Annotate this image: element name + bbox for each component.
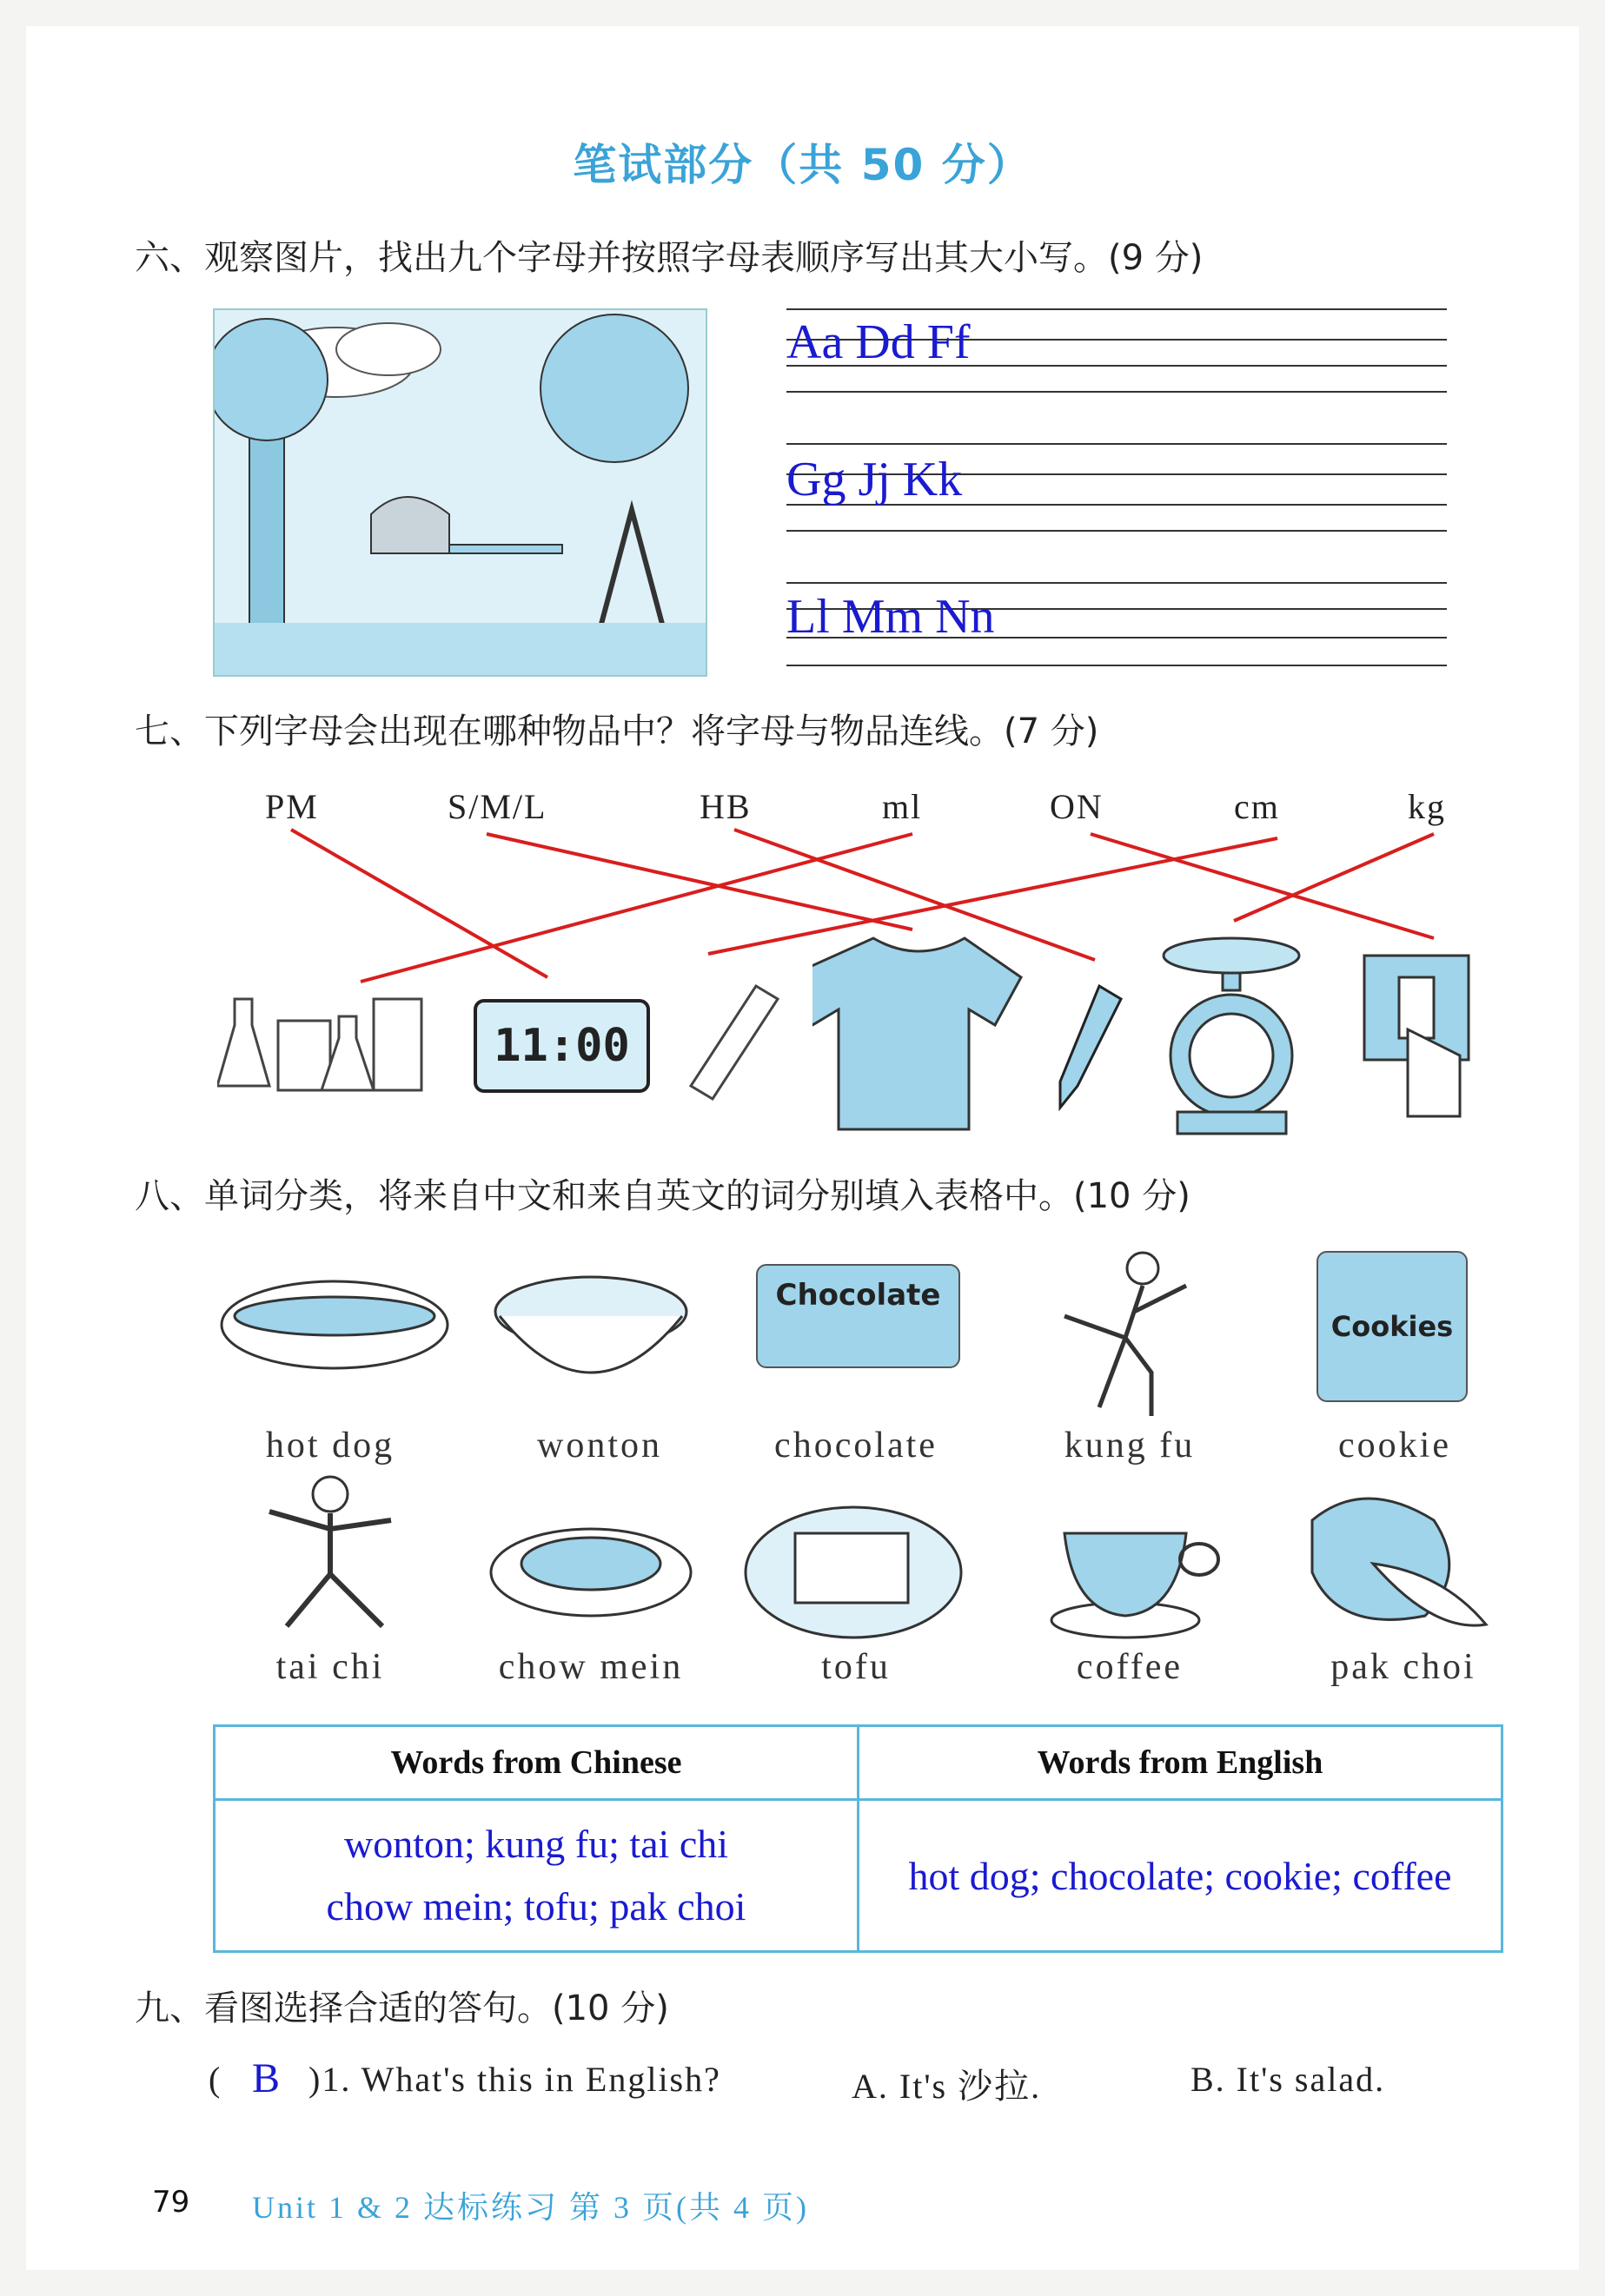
- label-on: ON: [1050, 787, 1104, 826]
- word-hot-dog: hot dog: [265, 1426, 395, 1466]
- chinese-words-line-2: chow mein; tofu; pak choi: [326, 1884, 746, 1929]
- scale-picture: [1160, 934, 1303, 1138]
- label-sml: S/M/L: [448, 787, 547, 826]
- clock-picture: 11:00: [474, 999, 650, 1093]
- beakers-icon: [217, 982, 426, 1095]
- ruler-icon: [686, 982, 782, 1103]
- word-wonton: wonton: [537, 1426, 662, 1466]
- page-number: 79: [152, 2185, 190, 2220]
- question-8-heading: 八、单词分类，将来自中文和来自英文的词分别填入表格中。(10 分): [135, 1176, 1190, 1216]
- word-chow-mein: chow mein: [498, 1647, 684, 1687]
- q9-1-option-b: B. It's salad.: [1190, 2060, 1386, 2099]
- label-kg: kg: [1408, 787, 1446, 826]
- light-switch-icon: [1330, 943, 1499, 1129]
- line-sml-tshirt: [487, 834, 912, 930]
- beakers-picture: [217, 982, 426, 1095]
- label-hb: HB: [700, 787, 752, 826]
- word-coffee: coffee: [1076, 1647, 1184, 1687]
- label-ml: ml: [882, 787, 923, 826]
- word-chocolate: chocolate: [774, 1426, 938, 1466]
- question-9-heading: 九、看图选择合适的答句。(10 分): [135, 1988, 669, 2028]
- word-classification-table: [213, 1724, 1503, 1953]
- tai-chi-picture: [248, 1468, 413, 1642]
- hot-dog-picture: [217, 1260, 452, 1390]
- tshirt-picture: [812, 930, 1025, 1134]
- word-tai-chi: tai chi: [275, 1647, 385, 1687]
- english-words: hot dog; chocolate; cookie; coffee: [908, 1853, 1452, 1898]
- question-7-heading: 七、下列字母会出现在哪种物品中？将字母与物品连线。(7 分): [135, 711, 1099, 751]
- q9-1-option-a: A. It's 沙拉.: [852, 2067, 1042, 2106]
- tai-chi-figure-icon: [248, 1468, 413, 1642]
- coffee-picture: [1047, 1512, 1230, 1642]
- chow-mein-plate-icon: [487, 1512, 695, 1624]
- word-tofu: tofu: [821, 1647, 891, 1687]
- kung-fu-figure-icon: [1047, 1247, 1204, 1420]
- question-6-heading: 六、观察图片，找出九个字母并按照字母表顺序写出其大小写。(9 分): [135, 238, 1204, 278]
- chow-mein-picture: [487, 1512, 695, 1624]
- wonton-bowl-icon: [487, 1242, 695, 1399]
- tofu-plate-icon: [743, 1494, 965, 1642]
- line-on-switch: [1091, 834, 1434, 938]
- line-pm-clock: [291, 830, 547, 977]
- cell-words-from-chinese: [215, 1800, 859, 1952]
- cookie-box-picture: Cookies: [1316, 1251, 1468, 1402]
- coffee-cup-icon: [1047, 1512, 1230, 1642]
- tshirt-icon: [812, 930, 1025, 1134]
- header-words-from-chinese: Words from Chinese: [215, 1726, 859, 1800]
- page-title: 笔试部分（共 50 分）: [573, 140, 1032, 190]
- chinese-words-line-1: wonton; kung fu; tai chi: [343, 1822, 729, 1866]
- wonton-picture: [487, 1242, 695, 1399]
- cell-words-from-english: [859, 1800, 1502, 1952]
- word-kung-fu: kung fu: [1064, 1426, 1196, 1466]
- answer-line-1: Aa Dd Ff: [786, 315, 971, 369]
- kung-fu-picture: [1047, 1247, 1204, 1420]
- light-switch-picture: [1330, 943, 1499, 1129]
- chocolate-box-picture: Chocolate: [756, 1264, 960, 1368]
- word-pak-choi: pak choi: [1330, 1647, 1476, 1687]
- answer-line-3: Ll Mm Nn: [786, 590, 995, 644]
- footer-text: Unit 1 & 2 达标练习 第 3 页(共 4 页): [252, 2190, 809, 2225]
- label-pm: PM: [265, 787, 319, 826]
- header-words-from-english: Words from English: [859, 1726, 1502, 1800]
- hot-dog-icon: [217, 1260, 452, 1390]
- q9-1-question: )1. What's this in English?: [308, 2060, 721, 2099]
- q9-1-open-paren: (: [209, 2060, 222, 2099]
- label-cm: cm: [1234, 787, 1280, 826]
- scale-icon: [1160, 934, 1303, 1138]
- answer-line-2: Gg Jj Kk: [786, 453, 963, 506]
- ruler-picture: [686, 982, 782, 1103]
- pak-choi-picture: [1295, 1485, 1495, 1642]
- pencil-picture: [1056, 982, 1125, 1112]
- q9-1-answer: B: [252, 2055, 281, 2101]
- tofu-picture: [743, 1494, 965, 1642]
- word-cookie: cookie: [1338, 1426, 1451, 1466]
- pencil-icon: [1056, 982, 1125, 1112]
- pak-choi-icon: [1295, 1485, 1495, 1642]
